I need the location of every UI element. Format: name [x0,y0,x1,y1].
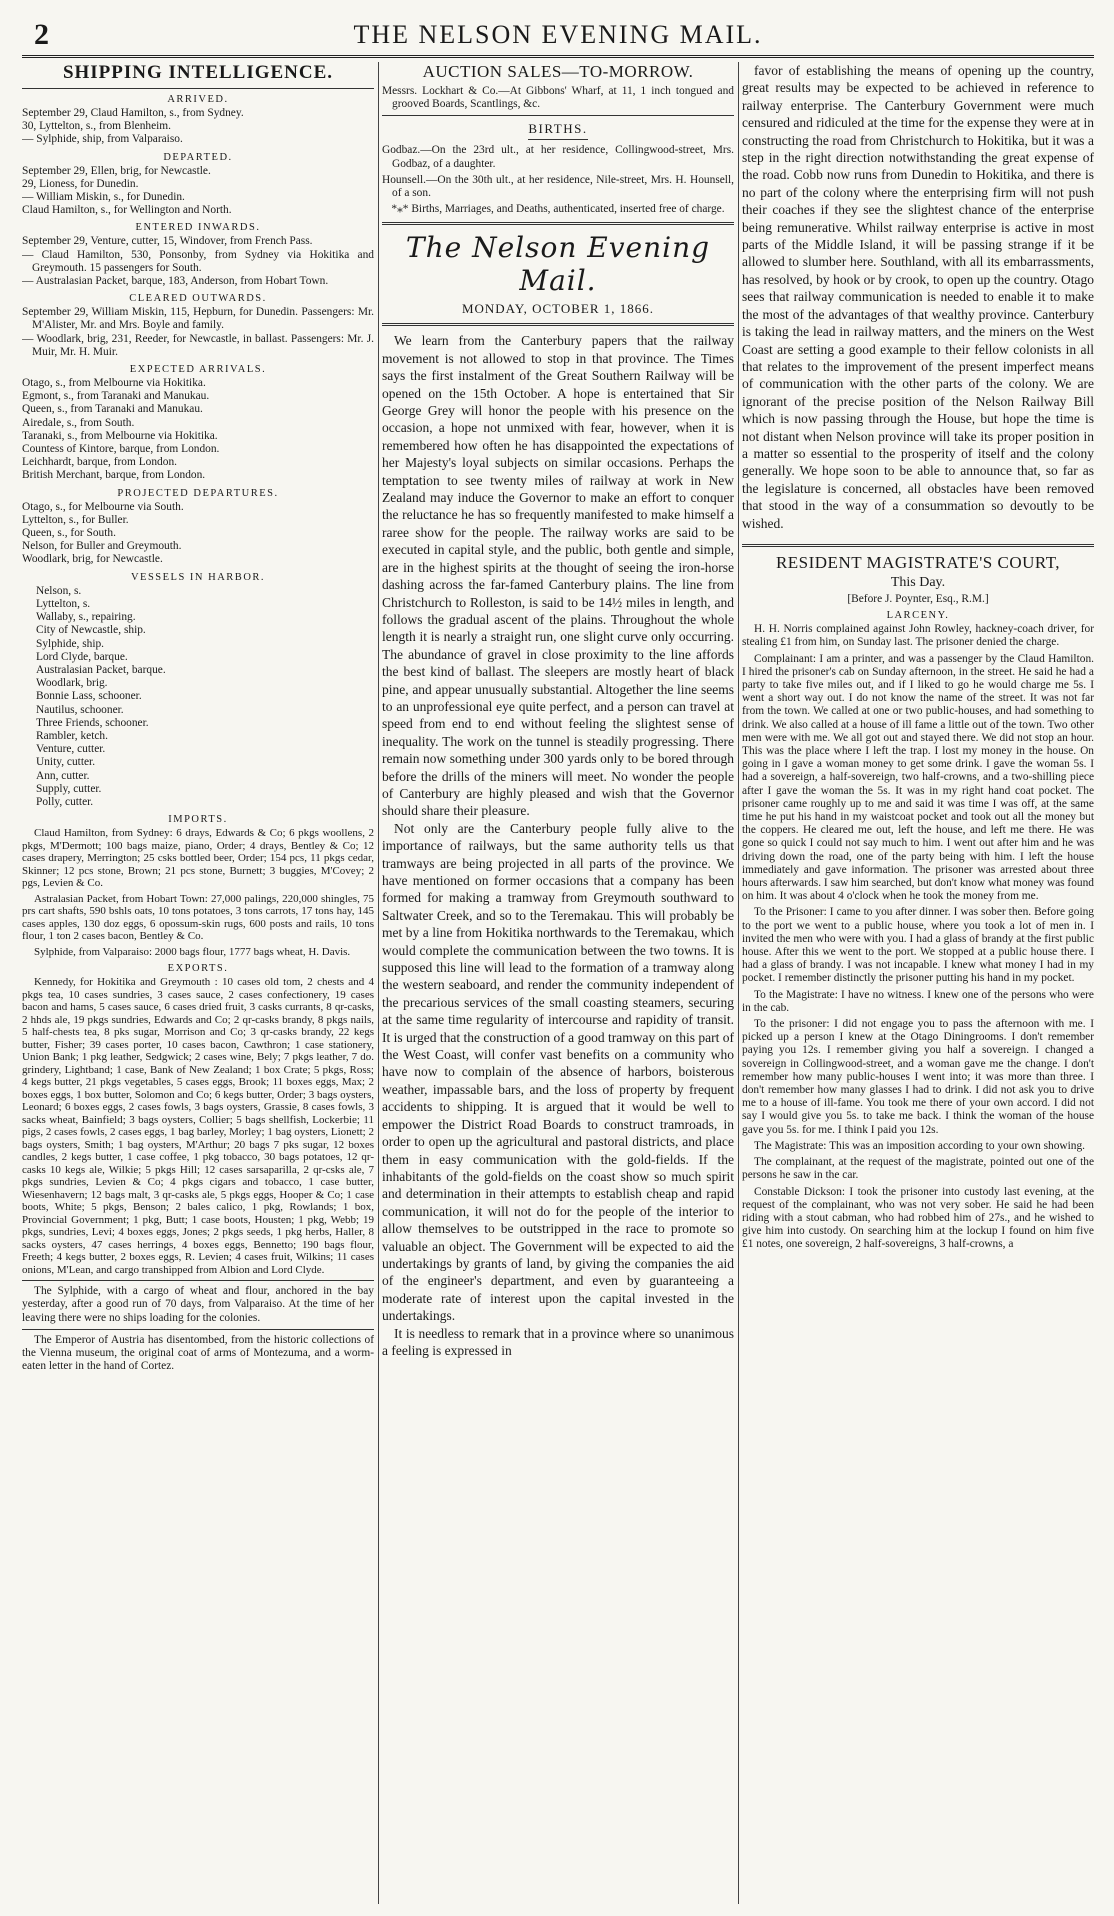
harbor-vessel: Nautilus, schooner. [36,703,124,716]
auction-title: AUCTION SALES—TO-MORROW. [422,62,694,81]
shipping-entry: September 29, Claud Hamilton, s., from Sydney. [22,107,244,119]
exports-text: Kennedy, for Hokitika and Greymouth : 10 cases old tom, 2 chests and 4 pkgs tea, 10 cases sundries, 3 cases sauce, 2 cases confectionery, 19 cases bacon and hams, 5 cases sauce, 6 cases dried fruit, 3 casks currants, 8 qr-casks, 2 hhds ale, 19 pkgs sundries, Edwards and Co; 2 qr-casks brandy, 8 pkgs nails, 5 half-chests tea, 8 pks sugar, Morrison and Co; 3 qr-casks brandy, 22 kegs butter, Fisher; 39 cases porter, 10 cases bacon, Cawthron; 1 case stationery, Union Bank; 1 pkg leather, Sedgwick; 2 cases wine, Bely; 7 pkgs leather, 7 do. grindery, Lightband; 1 case, Bank of New Zealand; 1 box Crate; 5 pkgs, Ross; 4 kegs butter, 21 pkgs vegetables, 5 cases eggs, Brook; 11 boxes eggs, Max; 2 boxes eggs, 1 box butter, Solomon and Co; 6 kegs butter, Order; 3 bags oysters, Leonard; 6 boxes eggs, 2 cases fowls, 3 bags oysters, Grassie, 8 cases fowls, 3 sacks wheat, Bainfield; 3 bags oysters, Collier; 5 bags shellfish, Lockerbie; 11 pigs, 2 cases fowls, 2 cases eggs, 1 bag barley, Morley; 1 bag oysters, Lionett; 2 bags oysters, Smith; 1 bag oysters, M'Arthur; 20 bags 7 pks sugar, 12 boxes candles, 2 kegs butter, 1 case coffee, 1 pkg tobacco, 30 bags potatoes, 12 qr-casks 10 kegs ale, Wilkie; 5 pkgs Hill; 12 cases sarsaparilla, 2 qr-csks ale, 7 pkgs sundries, Levien & Co; 4 pkgs cigars and tobacco, 1 case butter, Wiesenhavern; 12 bags malt, 3 qr-casks ale, 5 pkgs eggs, Hooper & Co; 1 case boots, White; 5 pkgs, Benson; 2 bales calico, 1 pkg, Rowlands; 1 box, Provincial Government; 1 pkg, Butt; 1 case boots, Housten; 1 pkg, Webb; 19 pkgs, sundries, Levi; 4 boxes eggs, Jones; 2 pkgs seeds, 1 pkg herbs, Haller, 8 sacks oysters, 47 cases herrings, 4 boxes eggs, Bennetto; 190 bags flour, Freeth; 4 kegs butter, 2 boxes eggs, R. Levien; 4 cases fruit, Wilkins; 11 cases onions, M'Lean, and cargo transhipped from Albion and Lord Clyde. [22,976,374,1276]
harbor-vessel: Polly, cutter. [36,795,94,808]
harbor-vessel: Bonnie Lass, schooner. [36,690,142,703]
column-leader [382,62,734,1904]
harbor-vessel: Nelson, s. [36,584,82,597]
shipping-entry: — Claud Hamilton, 530, Ponsonby, from Sydney via Hokitika and Greymouth. 15 passengers for South. [22,248,374,274]
sylphide-note: The Sylphide, with a cargo of wheat and flour, anchored in the bay yesterday, after a good run of 70 days, from Valparaiso. At the time of her leaving there were no ships loading for the colonies. [22,1285,374,1324]
column-divider [738,62,739,1904]
shipping-section-heading: ARRIVED. [167,94,229,105]
court-title: RESIDENT MAGISTRATE'S COURT, [775,552,1061,572]
harbor-vessel: Three Friends, schooner. [36,716,149,729]
shipping-entry: Taranaki, s., from Melbourne via Hokitika. [22,429,218,442]
page-number: 2 [34,18,49,51]
leader-masthead: The Nelson Evening Mail. [405,231,711,298]
shipping-entry: Countess of Kintore, barque, from London. [22,443,220,456]
divider [382,323,734,326]
court-report [742,623,1094,1251]
shipping-entry: Airedale, s., from South. [22,416,135,429]
shipping-entry: Otago, s., from Melbourne via Hokitika. [22,377,206,390]
shipping-section-list [22,107,374,147]
shipping-section-list [22,377,374,483]
harbor-vessel: Lyttelton, s. [36,597,91,610]
court-paragraph: The complainant, at the request of the magistrate, pointed out one of the persons he saw in the car. [742,1156,1094,1182]
import-entry: Claud Hamilton, from Sydney: 6 drays, Edwards & Co; 6 pkgs woollens, 2 pkgs, M'Dermott; 100 bags maize, piano, Order; 4 drays, Bentley & Co; 12 cases drapery, Merrington; 25 csks bottled beer, Order; 154 pcs, 11 pkgs cedar, Skinner; 12 pcs stone, Brown; 21 pcs stone, Burnett; 3 buggies, M'Covey; 2 pgs, Levien & Co. [22,827,374,890]
shipping-section-heading: DEPARTED. [163,151,233,163]
leader-article [382,332,734,1359]
harbor-vessel: Supply, cutter. [36,782,102,795]
harbor-vessel: Sylphide, ship. [36,637,105,650]
exports-heading: EXPORTS. [167,963,229,975]
births-title: BIRTHS. [528,121,588,137]
shipping-section-list [22,235,374,288]
shipping-entry: 30, Lyttelton, s., from Blenheim. [22,120,172,133]
court-paragraph: To the Magistrate: I have no witness. I knew one of the persons who were in the cab. [742,988,1094,1014]
import-entry: Astralasian Packet, from Hobart Town: 27,000 palings, 220,000 shingles, 75 prs cart shafts, 590 bshls oats, 10 tons potatoes, 3 tons carrots, 17 tons hay, 145 cases apples, 130 doz eggs, 6 opossum-skin rugs, 600 posts and rails, 10 tons flour, 1 ton 2 cases bacon, Bentley & Co. [22,892,374,943]
shipping-entry: — Australasian Packet, barque, 183, Anderson, from Hobart Town. [22,275,329,288]
leader-paragraph: We learn from the Canterbury papers that the railway movement is not allowed to stop in that province. The Times says the first instalment of the Great Southern Railway will be opened on the 15th October. A hope is entertained that Sir George Grey will honor the people with his presence on the occasion, a hope not unmixed with fear, however, when it is remembered how often he has disappointed the expectations of her Majesty's loyal subjects on similar occasions. Perhaps the temptation to see twenty miles of railway at work in New Zealand may induce the Governor to make an effort to conquer the reluctance he has so frequently manifested to make himself a raree show for the people. The railway works are said to be executed in capital style, and the public, both gentle and simple, are in the highest spirits at the thought of seeing the iron-horse dashing across the far-famed Canterbury plains. The line from Christchurch to Rolleston, is said to be 14½ miles in length, and follows the gradual ascent of the plains. Throughout the whole length it is nearly a straight run, one slight curve only occurring. The abundance of gravel in close proximity to the line affords the best kind of ballast. The sleepers are mostly heart of black pine, and appear unusually substantial. Altogether the line seems to an unprofessional eye quite perfect, and a person can travel at speed from end to end without feeling the slightest sense of inequality. The work on the tunnel is steadily progressing. There remain now something under 300 yards only to be bored through before the drills of the miners will meet. No wonder the people of Canterbury are highly pleased and wish that the Governor should share their pleasure. [382,333,734,819]
shipping-sections [22,94,374,567]
divider [742,544,1094,547]
masthead [22,14,1094,52]
shipping-section-heading: CLEARED OUTWARDS. [129,293,267,305]
shipping-entry: 29, Lioness, for Dunedin. [22,177,139,190]
newspaper-title: THE NELSON EVENING MAIL. [353,20,763,49]
shipping-entry: Lyttelton, s., for Buller. [22,513,129,526]
leader-continued: favor of establishing the means of opening up the country, great results may be expected to be achieved in reference to railway enterprise. The Canterbury Government were much censured and ridiculed at the time for the expense they were at in constructing the road from Christchurch to Hokitika, but it was a step in the right direction notwithstanding the great expense of the road. Cobb now runs from Dunedin to Hokitika, and there is no part of the colony where the enterprising firm will not push their coaches if they see the slightest chance of the enterprise being remunerative. Whilst railway enterprise is active in most parts of the Middle Island, it will be passing strange if it be allowed to slumber here. Southland, with all its embarrassments, has resolved, by hook or by crook, to open up the country. Otago sees that railway communication is needed to enable it to make the most of the advantages of that wealthy province. Canterbury is taking the lead in railway matters, and the miners on the West Coast are setting a good example to their fellow colonists in all that relates to the improvement of the present imperfect means of communication with the other parts of the colony. We are ignorant of the precise position of the Nelson Railway Bill which is now passing through the House, but hope the time is not distant when Nelson province will take its proper position in a matter so essential to the prosperity of itself and the colony generally. We hope soon to be able to announce that, so far as the legislature is concerned, all obstacles have been removed that stood in the way of a consummation so devoutly to be wished. [742,63,1094,531]
divider [22,1280,374,1281]
harbor-list [22,585,374,809]
shipping-section-heading: EXPECTED ARRIVALS. [129,364,267,376]
shipping-entry: — William Miskin, s., for Dunedin. [22,191,185,204]
shipping-entry: British Merchant, barque, from London. [22,469,206,482]
column-shipping [22,62,374,1904]
harbor-vessel: Lord Clyde, barque. [36,650,128,663]
court-paragraph: The Magistrate: This was an imposition according to your own showing. [754,1139,1086,1152]
shipping-section-list [22,501,374,567]
import-entry: Sylphide, from Valparaiso: 2000 bags flour, 1777 bags wheat, H. Davis. [34,945,351,958]
court-paragraph: Constable Dickson: I took the prisoner into custody last evening, at the request of the complainant, who was not very sober. He said he had been riding with a stout cabman, who had robbed him of 27s., and he wished to give him into custody. On searching him at the lockup I found on him five £1 notes, one sovereign, 2 half-sovereigns, 3 half-crowns, a [742,1185,1094,1251]
shipping-entry: Leichhardt, barque, from London. [22,456,177,469]
shipping-entry: Nelson, for Buller and Greymouth. [22,540,182,553]
shipping-section-heading: PROJECTED DEPARTURES. [117,487,279,499]
shipping-entry: Queen, s., from Taranaki and Manukau. [22,403,203,416]
shipping-entry: Egmont, s., from Taranaki and Manukau. [22,390,210,403]
divider [382,222,734,225]
shipping-section-list [22,306,374,359]
shipping-entry: — Woodlark, brig, 231, Reeder, for Newcastle, in ballast. Passengers: Mr. J. Muir, Mr. H. Muir. [22,332,374,358]
shipping-entry: September 29, Ellen, brig, for Newcastle. [22,164,211,177]
shipping-entry: Queen, s., for South. [22,527,116,540]
shipping-entry: September 29, William Miskin, 115, Hepburn, for Dunedin. Passengers: Mr. M'Alister, Mr. and Mrs. Boyle and family. [22,306,374,332]
shipping-entry: September 29, Venture, cutter, 15, Windover, from French Pass. [22,235,313,248]
court-case: LARCENY. [886,610,950,622]
leader-paragraph: Not only are the Canterbury people fully alive to the importance of railways, but the same authority tells us that tramways are being projected in all parts of the province. We have mentioned on former occasions that a company has been formed for making a tramway from Greymouth southward to Saltwater Creek, and so to the Teremakau. This will probably be met by a line from Hokitika northwards to the Teremakau, which would complete the communication between the two towns. It is supposed this line will lead to the formation of a tramway along the western seaboard, and render the community independent of the precarious services of the small coasting steamers, securing at the same time regularity of intercourse and rapidity of transit. It is urged that the construction of a good tramway on this part of the West Coast, will confer vast benefits on a community who have now to complain of the absence of harbors, boisterous weather, impassable bars, and the loss of property by frequent accidents to shipping. It is argued that it would be well to empower the District Road Boards to construct tramroads, in order to open up the agricultural and pastoral districts, and place them in easy communication with the gold-fields. If the inhabitants of the gold-fields on the coast show so much spirit and determination in their attempts to establish cheap and rapid communication, it will not do for the people of the interior to allow themselves to be outstripped in the race to promote so valuable an object. The Government will be expected to aid the undertakings by grants of land, by giving the companies the aid of the engineer's department, and even by guaranteeing a moderate rate of interest upon the capital invested in the undertakings. [382,820,734,1324]
shipping-entry: — Sylphide, ship, from Valparaiso. [22,133,183,146]
emperor-note: The Emperor of Austria has disentombed, from the historic collections of the Vienna museum, the original coat of arms of Montezuma, and a worm-eaten letter in the hand of Cortez. [22,1333,374,1373]
shipping-section-list [22,165,374,218]
divider [382,115,734,116]
shipping-section-heading: ENTERED INWARDS. [135,222,261,234]
births-note: *⁎* Births, Marriages, and Deaths, authenticated, inserted free of charge. [391,203,725,216]
divider [528,139,588,140]
harbor-vessel: Woodlark, brig. [36,677,108,690]
masthead-rule [22,55,1094,58]
harbor-heading: VESSELS IN HARBOR. [130,571,266,583]
shipping-title: SHIPPING INTELLIGENCE. [62,62,334,83]
court-paragraph: Complainant: I am a printer, and was a passenger by the Claud Hamilton. I hired the prisoner's cab on Sunday afternoon, in the street. He said he had a party to take five miles out, and if I liked to go he would charge me 5s. I went a short way out. I do not know the name of the street. It was not far from the town. We called at one or two public-houses, and had something to drink. We also called at a house of ill fame a little out of the town. Two other men were with me. We all got out and stayed there. We did not stop an hour. This was the place where I left the trap. I lost my money in the house. On going in I gave a woman money to get some drink. I gave the woman 5s. I had a sovereign, a half-sovereign, two half-crowns, and a two-shilling piece after I gave the woman the 5s. It was in my right hand coat pocket. The prisoner came roughly up to me and said it was time I was off, at the same time he put his hand in my waistcoat pocket and took out all the money but the coppers. He cleared me out, left the house, and left me there. He was gone so quick I could not say much to him. I went out after him and he was driving down the road, one of the party being with him. I left the house immediately and gave information. The prisoner was arrested about three hours afterwards. I saw him searched, but don't know what money was found on him. It was about 4 o'clock when he took the money from me. [742,652,1094,903]
birth-notice: Godbaz.—On the 23rd ult., at her residence, Collingwood-street, Mrs. Godbaz, of a daughter. [382,144,734,170]
divider [22,1329,374,1330]
harbor-vessel: Rambler, ketch. [36,729,108,742]
harbor-vessel: Ann, cutter. [36,769,90,782]
leader-date: MONDAY, OCTOBER 1, 1866. [461,301,655,317]
imports-list [22,827,374,958]
leader-paragraph: It is needless to remark that in a province where so unanimous a feeling is expressed in [382,1325,734,1358]
court-paragraph: To the prisoner: I did not engage you to pass the afternoon with me. I picked up a person I knew at the Otago Diningrooms. I don't remember paying you 12s. I remember giving you half a sovereign. I changed a sovereign in Collingwood-street, and a woman gave me the change. I don't remember how many public-houses I went into; it was more than three. I don't remember how many glasses I had to drink. I did not ask you to drive me to a house of ill-fame. You took me there of your own accord. I did not say I would give you 5s. to take me back. I think the woman of the house gave you 5s. for me. I think I paid you 12s. [742,1018,1094,1136]
harbor-vessel: Unity, cutter. [36,756,96,769]
shipping-entry: Woodlark, brig, for Newcastle. [22,553,163,566]
court-paragraph: To the Prisoner: I came to you after dinner. I was sober then. Before going to the port we went to a public house, where you took a lot of men in. I invited the men who were with you. I had a glass of brandy at the first public house. After this we went to the port. We stopped at a public house there. I had a glass of brandy. I was not incapable. I knew what money I had in my pocket. I remember distinctly the prisoner putting his hand in my pocket. [742,906,1094,985]
column-divider [378,62,379,1904]
imports-heading: IMPORTS. [168,814,228,826]
shipping-entry: Otago, s., for Melbourne via South. [22,500,184,513]
court-paragraph: H. H. Norris complained against John Rowley, hackney-coach driver, for stealing £1 from him, on Sunday last. The prisoner denied the charge. [742,623,1094,649]
court-subtitle: This Day. [890,574,946,590]
divider [22,88,374,89]
harbor-vessel: Australasian Packet, barque. [36,663,166,676]
harbor-vessel: Venture, cutter. [36,743,106,756]
harbor-vessel: City of Newcastle, ship. [36,624,146,637]
auction-text: Messrs. Lockhart & Co.—At Gibbons' Wharf, at 11, 1 inch tongued and grooved Boards, Scantlings, &c. [382,85,734,111]
birth-notice: Hounsell.—On the 30th ult., at her residence, Nile-street, Mrs. H. Hounsell, of a son. [382,173,734,200]
court-before: [Before J. Poynter, Esq., R.M.] [847,592,989,605]
shipping-entry: Claud Hamilton, s., for Wellington and North. [22,204,232,217]
column-court [742,62,1094,1904]
births-list [382,144,734,200]
harbor-vessel: Wallaby, s., repairing. [36,611,136,624]
